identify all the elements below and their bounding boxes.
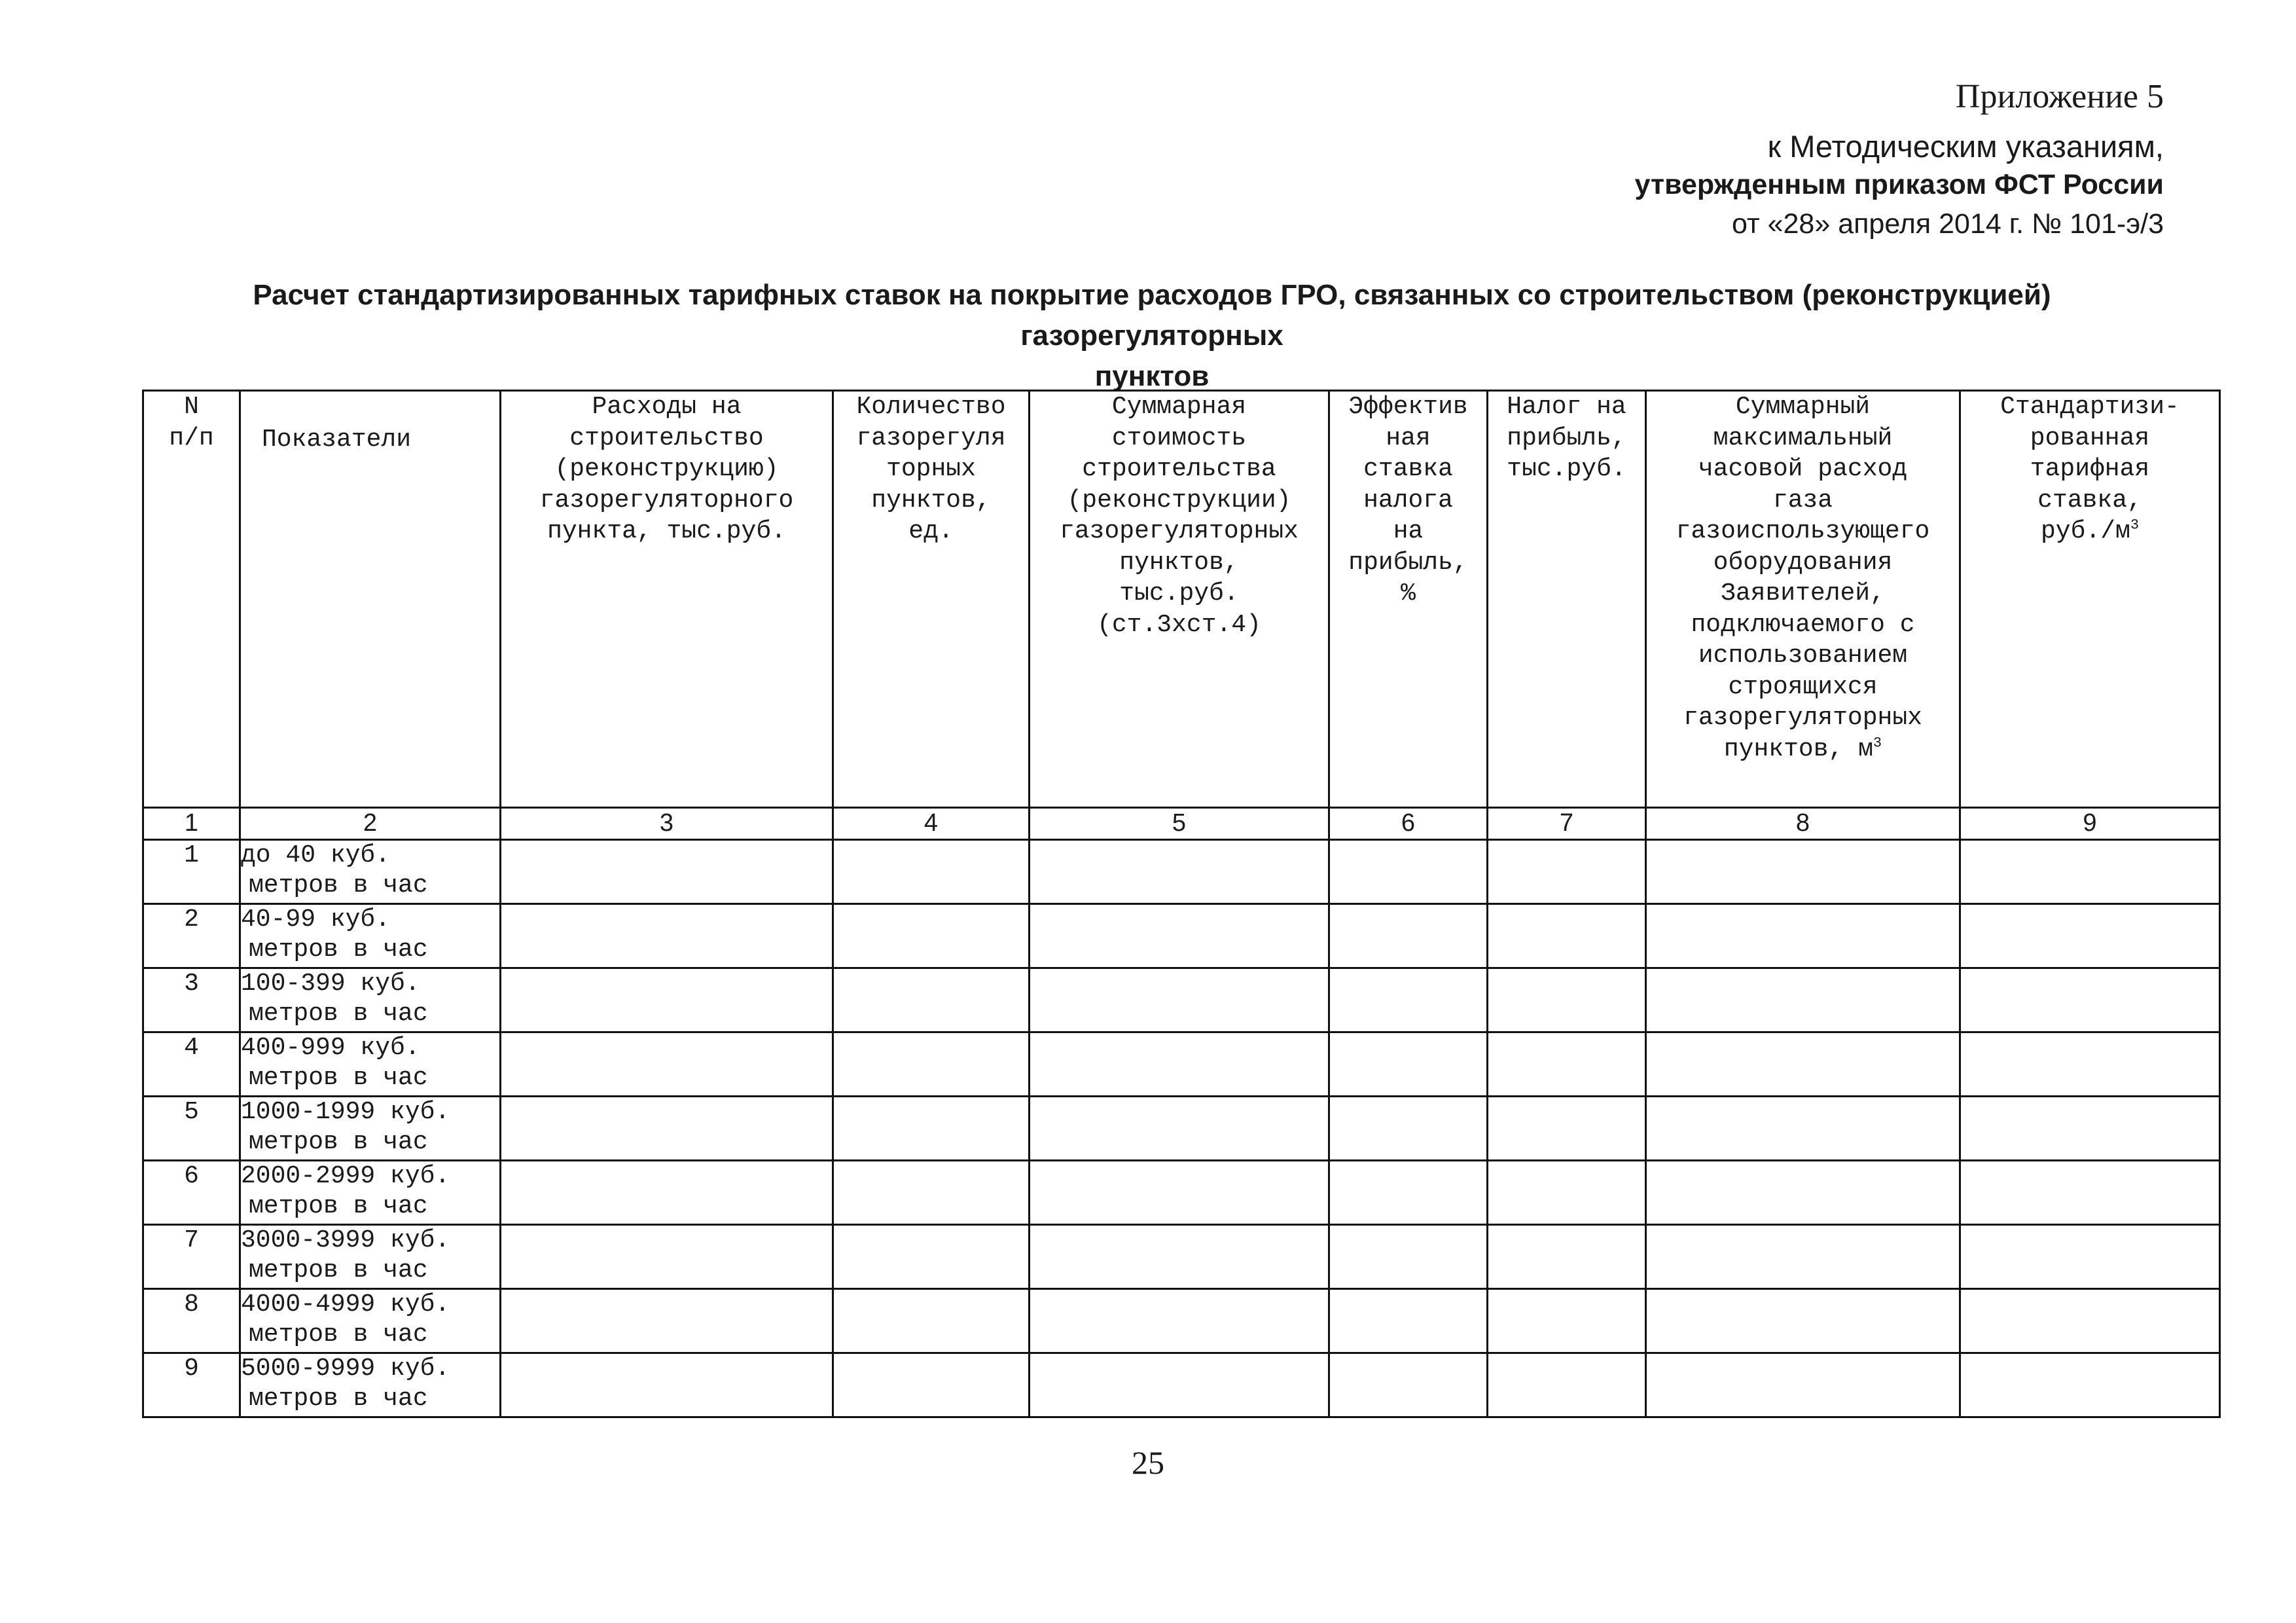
header-line: (ст.3хст.4) [1097, 610, 1261, 639]
header-cell-gas-consumption [1646, 391, 1960, 808]
header-line: п/п [169, 424, 214, 452]
row-label [240, 840, 501, 904]
row-label-line: 4000-4999 куб. [241, 1290, 450, 1319]
header-line: Эффектив [1348, 393, 1468, 421]
header-line: строящихся [1728, 672, 1878, 701]
table-cell [1329, 1225, 1488, 1289]
row-number: 9 [143, 1353, 240, 1417]
row-label-line: метров в час [249, 1321, 428, 1349]
table-cell [1030, 1353, 1329, 1417]
table-cell [1960, 1097, 2220, 1161]
header-line: % [1401, 579, 1416, 608]
table-cell [1488, 968, 1646, 1032]
row-label [240, 1032, 501, 1097]
table-cell [1960, 904, 2220, 968]
row-number: 4 [143, 1032, 240, 1097]
header-line: налога [1363, 486, 1453, 515]
table-cell [501, 968, 833, 1032]
table-cell [501, 1097, 833, 1161]
header-line: строительство [569, 424, 764, 452]
header-line: прибыль, [1507, 424, 1626, 452]
appendix-title: Приложение 5 [1955, 78, 2164, 115]
header-cell-indicators [240, 391, 501, 808]
table-row [143, 1161, 2220, 1225]
page-number: 25 [1132, 1444, 1164, 1481]
header-line: N [184, 393, 199, 421]
header-cell-n [143, 391, 240, 808]
header-line: пункта, тыс.руб. [547, 517, 786, 545]
header-cell-construction-costs [501, 391, 833, 808]
header-cell-tax-rate [1329, 391, 1488, 808]
header-line: тарифная [2030, 455, 2150, 483]
table-cell [1030, 1161, 1329, 1225]
header-line: (реконструкцию) [554, 455, 779, 483]
row-label-line: 5000-9999 куб. [241, 1355, 450, 1383]
table-cell [1030, 1225, 1329, 1289]
table-cell [1329, 1353, 1488, 1417]
unit-superscript: 3 [1873, 734, 1882, 751]
table-cell [1030, 968, 1329, 1032]
row-number: 5 [143, 1097, 240, 1161]
header-line: Показатели [262, 426, 412, 454]
column-number: 8 [1646, 808, 1960, 840]
row-number: 8 [143, 1289, 240, 1353]
appendix-date: от «28» апреля 2014 г. № 101-э/3 [1731, 208, 2164, 240]
table-cell [1030, 1289, 1329, 1353]
table-cell [833, 1289, 1030, 1353]
table-cell [1960, 1289, 2220, 1353]
header-line: газорегуляторного [539, 486, 794, 515]
header-cell-total-cost [1030, 391, 1329, 808]
header-line: руб./м [2040, 517, 2130, 545]
table-cell [833, 904, 1030, 968]
header-line: ед. [908, 517, 954, 545]
table-cell [1329, 840, 1488, 904]
header-line: стоимость [1111, 424, 1247, 452]
table-cell [1646, 840, 1960, 904]
document-title-line: Расчет стандартизированных тарифных ставок на покрытие расходов ГРО, связанных со строительством (реконструкцией) газорегуляторных [253, 279, 2051, 352]
row-label [240, 904, 501, 968]
table-row [143, 1097, 2220, 1161]
table-row [143, 968, 2220, 1032]
row-label [240, 1097, 501, 1161]
header-line: на [1393, 517, 1424, 545]
row-label-line: метров в час [249, 871, 428, 900]
row-label [240, 968, 501, 1032]
row-label-line: метров в час [249, 1192, 428, 1220]
table-cell [501, 1289, 833, 1353]
row-label-line: метров в час [249, 936, 428, 964]
table-cell [833, 1161, 1030, 1225]
table-cell [1488, 904, 1646, 968]
table-cell [501, 1032, 833, 1097]
table-cell [1329, 1289, 1488, 1353]
row-label [240, 1353, 501, 1417]
header-line: Расходы на [592, 393, 742, 421]
document-title-line: пунктов [1094, 360, 1210, 392]
table-cell [1646, 1032, 1960, 1097]
column-number: 3 [501, 808, 833, 840]
header-line: Суммарная [1111, 393, 1247, 421]
table-row [143, 840, 2220, 904]
header-line: торных [886, 455, 976, 483]
row-label-line: метров в час [249, 1000, 428, 1028]
column-number-row [143, 808, 2220, 840]
header-line: газа [1772, 486, 1833, 515]
table-row [143, 1289, 2220, 1353]
table-cell [1329, 1097, 1488, 1161]
header-line: Налог на [1507, 393, 1626, 421]
table-cell [833, 1097, 1030, 1161]
row-label-line: 40-99 куб. [241, 905, 391, 934]
table-cell [1488, 1161, 1646, 1225]
header-line: подключаемого с [1691, 610, 1915, 639]
table-cell [1329, 968, 1488, 1032]
table-cell [501, 1225, 833, 1289]
header-line: (реконструкции) [1067, 486, 1291, 515]
table-cell [501, 840, 833, 904]
row-label-line: 2000-2999 куб. [241, 1162, 450, 1190]
table-cell [833, 1225, 1030, 1289]
table-cell [1488, 1289, 1646, 1353]
column-number: 9 [1960, 808, 2220, 840]
table-cell [1488, 1353, 1646, 1417]
header-line: ставка, [2037, 486, 2142, 515]
table-cell [1488, 840, 1646, 904]
row-label-line: до 40 куб. [241, 841, 391, 869]
row-number: 6 [143, 1161, 240, 1225]
table-cell [1960, 968, 2220, 1032]
header-line: ная [1386, 424, 1431, 452]
header-line: тыс.руб. [1507, 455, 1626, 483]
appendix-approval: утвержденным приказом ФСТ России [1634, 169, 2164, 200]
row-label-line: метров в час [249, 1385, 428, 1413]
table-cell [1960, 1225, 2220, 1289]
header-line: газоиспользующего [1676, 517, 1930, 545]
table-cell [501, 904, 833, 968]
table-row [143, 1225, 2220, 1289]
table-cell [1329, 1161, 1488, 1225]
header-row [143, 391, 2220, 808]
row-number: 3 [143, 968, 240, 1032]
header-cell-tariff-rate [1960, 391, 2220, 808]
table-cell [1030, 1032, 1329, 1097]
table-cell [833, 840, 1030, 904]
header-line: газорегуляторных [1060, 517, 1299, 545]
column-number: 1 [143, 808, 240, 840]
column-number: 2 [240, 808, 501, 840]
header-line: газорегуляторных [1683, 704, 1922, 732]
row-label-line: 400-999 куб. [241, 1034, 420, 1062]
header-line: использованием [1698, 642, 1908, 670]
header-line: прибыль, [1348, 548, 1468, 577]
column-number: 6 [1329, 808, 1488, 840]
document-title [118, 275, 2186, 397]
tariff-table [142, 390, 2221, 1418]
header-line: ставка [1363, 455, 1453, 483]
header-line: пунктов, [871, 486, 991, 515]
table-cell [1030, 1097, 1329, 1161]
table-cell [1960, 1032, 2220, 1097]
row-number: 2 [143, 904, 240, 968]
header-line: Количество [856, 393, 1006, 421]
column-number: 4 [833, 808, 1030, 840]
table-cell [1960, 1161, 2220, 1225]
table-row [143, 1032, 2220, 1097]
row-label-line: метров в час [249, 1256, 428, 1285]
row-number: 1 [143, 840, 240, 904]
header-line: часовой расход [1698, 455, 1908, 483]
header-cell-station-count [833, 391, 1030, 808]
table-row [143, 904, 2220, 968]
table-cell [1646, 904, 1960, 968]
table-cell [501, 1353, 833, 1417]
header-line: пунктов, [1119, 548, 1239, 577]
row-label-line: метров в час [249, 1128, 428, 1156]
row-label-line: 3000-3999 куб. [241, 1226, 450, 1254]
header-line: пунктов, м [1723, 735, 1873, 763]
table-cell [1488, 1097, 1646, 1161]
table-cell [1646, 1225, 1960, 1289]
table-cell [1960, 840, 2220, 904]
table-cell [1030, 904, 1329, 968]
appendix-reference: к Методическим указаниям, [1767, 129, 2164, 164]
header-line: максимальный [1713, 424, 1893, 452]
header-line: Стандартизи- [2000, 393, 2179, 421]
table-cell [1646, 1161, 1960, 1225]
table-cell [1646, 1289, 1960, 1353]
table-cell [1329, 1032, 1488, 1097]
header-line: оборудования [1713, 548, 1893, 577]
header-line: Заявителей, [1721, 579, 1885, 608]
table-cell [1329, 904, 1488, 968]
column-number: 5 [1030, 808, 1329, 840]
header-line: рованная [2030, 424, 2150, 452]
table-cell [1488, 1032, 1646, 1097]
table-cell [1646, 1097, 1960, 1161]
table-body [143, 840, 2220, 1417]
row-label [240, 1161, 501, 1225]
table-cell [833, 968, 1030, 1032]
header-line: Суммарный [1735, 393, 1871, 421]
header-line: тыс.руб. [1119, 579, 1239, 608]
header-cell-profit-tax [1488, 391, 1646, 808]
row-label-line: 100-399 куб. [241, 970, 420, 998]
table-cell [1488, 1225, 1646, 1289]
column-number: 7 [1488, 808, 1646, 840]
row-label [240, 1225, 501, 1289]
table-cell [1646, 1353, 1960, 1417]
row-number: 7 [143, 1225, 240, 1289]
table-cell [1646, 968, 1960, 1032]
table-cell [833, 1353, 1030, 1417]
row-label-line: 1000-1999 куб. [241, 1098, 450, 1126]
table-row [143, 1353, 2220, 1417]
table-cell [501, 1161, 833, 1225]
table-cell [833, 1032, 1030, 1097]
table-cell [1030, 840, 1329, 904]
row-label [240, 1289, 501, 1353]
unit-superscript: 3 [2130, 517, 2140, 534]
header-line: строительства [1082, 455, 1276, 483]
table-cell [1960, 1353, 2220, 1417]
header-line: газорегуля [856, 424, 1006, 452]
row-label-line: метров в час [249, 1064, 428, 1092]
